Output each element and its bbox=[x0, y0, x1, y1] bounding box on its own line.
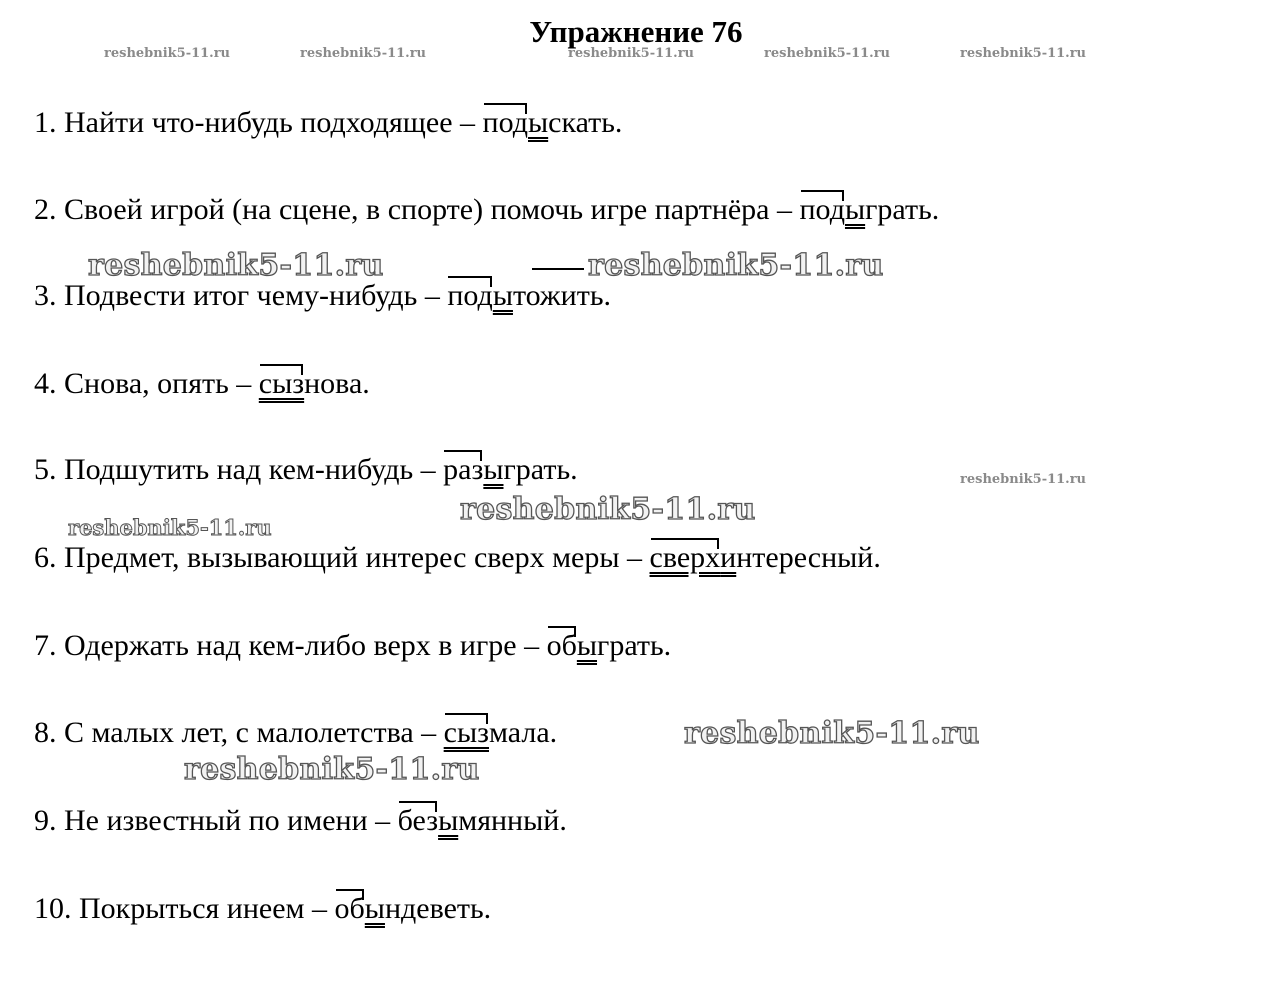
word-ending: мала. bbox=[489, 716, 558, 749]
word-vowel: ы bbox=[528, 106, 549, 139]
item-text: 9. Не известный по имени – bbox=[34, 804, 398, 837]
word-ending: тожить. bbox=[512, 279, 612, 312]
watermark: reshebnik5-11.ru bbox=[184, 752, 480, 787]
watermark: reshebnik5-11.ru bbox=[568, 46, 695, 61]
word-vowel: и bbox=[720, 541, 737, 574]
watermark: reshebnik5-11.ru bbox=[300, 46, 427, 61]
word-vowel: ы bbox=[364, 892, 385, 925]
word-vowel: ы bbox=[483, 453, 504, 486]
watermark: reshebnik5-11.ru bbox=[88, 248, 384, 283]
watermark: reshebnik5-11.ru bbox=[104, 46, 231, 61]
word-vowel: ы bbox=[844, 193, 866, 226]
divider-line bbox=[532, 268, 584, 270]
exercise-item-6 bbox=[34, 540, 881, 576]
watermark: reshebnik5-11.ru bbox=[960, 46, 1087, 61]
item-text: 3. Подвести итог чему-нибудь – bbox=[34, 279, 448, 312]
word-prefix: сверх bbox=[649, 541, 721, 574]
watermark: reshebnik5-11.ru bbox=[764, 46, 891, 61]
word-ending: нтересный. bbox=[736, 541, 881, 574]
word-vowel: ы bbox=[492, 279, 513, 312]
word-prefix: без bbox=[397, 804, 439, 837]
word-prefix: под bbox=[799, 193, 845, 226]
word-prefix: сыз bbox=[443, 716, 489, 749]
exercise-item-8 bbox=[34, 715, 557, 751]
item-text: 6. Предмет, вызывающий интерес сверх меры – bbox=[34, 541, 650, 574]
item-text: 5. Подшутить над кем-нибудь – bbox=[34, 453, 444, 486]
word-ending: скать. bbox=[548, 106, 623, 139]
word-ending: ндеветь. bbox=[384, 892, 492, 925]
watermark: reshebnik5-11.ru bbox=[684, 716, 980, 751]
exercise-item-10 bbox=[34, 891, 491, 927]
exercise-item-9 bbox=[34, 803, 567, 839]
word-ending: грать. bbox=[865, 193, 940, 226]
word-ending: мянный. bbox=[458, 804, 567, 837]
item-text: 1. Найти что-нибудь подходящее – bbox=[34, 106, 483, 139]
watermark: reshebnik5-11.ru bbox=[68, 515, 272, 540]
word-ending: нова. bbox=[304, 367, 370, 400]
watermark: reshebnik5-11.ru bbox=[960, 472, 1087, 487]
word-prefix: раз bbox=[443, 453, 484, 486]
exercise-item-7 bbox=[34, 628, 671, 664]
exercise-item-3 bbox=[34, 278, 611, 314]
word-prefix: об bbox=[546, 629, 577, 662]
word-prefix: под bbox=[447, 279, 493, 312]
word-prefix: сыз bbox=[258, 367, 305, 400]
watermark: reshebnik5-11.ru bbox=[588, 248, 884, 283]
word-ending: грать. bbox=[503, 453, 578, 486]
item-text: 10. Покрыться инеем – bbox=[34, 892, 335, 925]
word-vowel: ы bbox=[576, 629, 598, 662]
item-text: 4. Снова, опять – bbox=[34, 367, 259, 400]
exercise-item-1 bbox=[34, 105, 622, 141]
watermark: reshebnik5-11.ru bbox=[460, 492, 756, 527]
item-text: 2. Своей игрой (на сцене, в спорте) помочь игре партнёра – bbox=[34, 193, 800, 226]
word-prefix: об bbox=[334, 892, 365, 925]
word-vowel: ы bbox=[438, 804, 459, 837]
exercise-item-2 bbox=[34, 192, 939, 228]
item-text: 7. Одержать над кем-либо верх в игре – bbox=[34, 629, 547, 662]
exercise-item-4 bbox=[34, 366, 370, 402]
item-text: 8. С малых лет, с малолетства – bbox=[34, 716, 444, 749]
word-ending: грать. bbox=[597, 629, 672, 662]
word-prefix: под bbox=[482, 106, 528, 139]
exercise-title: Упражнение 76 bbox=[529, 14, 743, 49]
exercise-item-5 bbox=[34, 452, 578, 488]
